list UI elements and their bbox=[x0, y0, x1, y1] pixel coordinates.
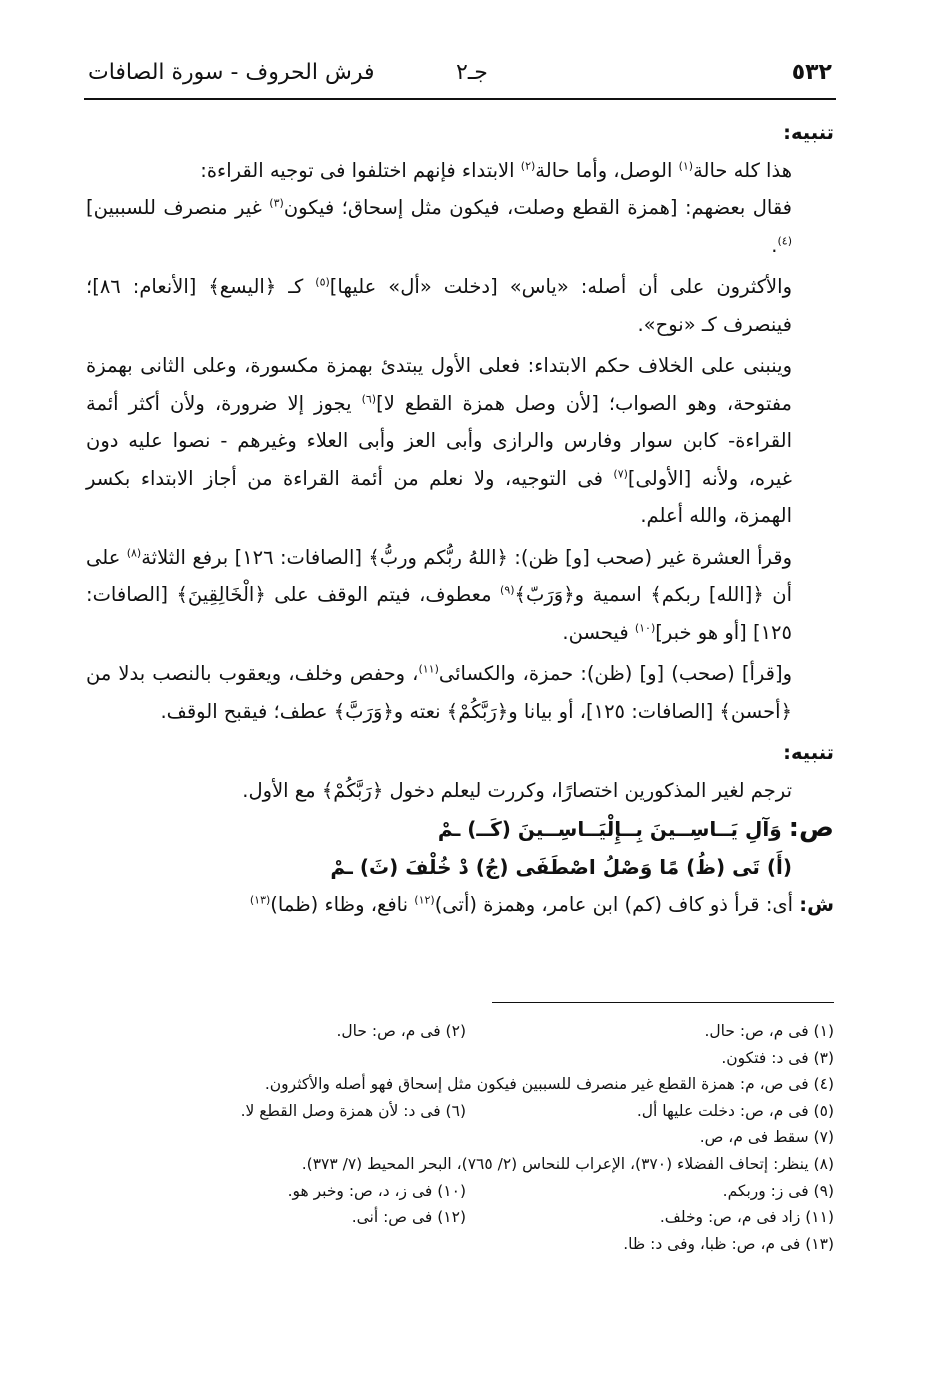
paragraph: و[قرأ] (صحب) [و] (ظن): حمزة، والكسائى$^{(١١)}$، وحفص وخلف، ويعقوب بالنصب بدلا من ﴿أحسن﴾ [الصافات: ١٢٥]، أو بيانا و﴿رَبَّكُمْ﴾ نعته و﴿وَرَبَّ﴾ عطف؛ فيقبح الوقف. bbox=[86, 662, 792, 723]
footnote-row: (١) فى م، ص: حال.(٢) فى م، ص: حال. bbox=[336, 1022, 834, 1040]
paragraph: والأكثرون على أن أصله: «ياس» [دخلت «أل» عليها]$^{(٥)}$ كـ ﴿اليسع﴾ [الأنعام: ٨٦]؛ فينصرف كـ «نوح». bbox=[86, 275, 792, 336]
footnote-row: (٨) ينظر: إتحاف الفضلاء (٣٧٠)، الإعراب للنحاس (٢/ ٧٦٥)، البحر المحيط (٧/ ٣٧٣). bbox=[301, 1154, 834, 1173]
section-label: تنبيه: bbox=[783, 121, 834, 144]
footnote-row: (٤) فى ص، م: همزة القطع غير منصرف للسببين فيكون مثل إسحاق فهو أصله والأكثرون. bbox=[264, 1075, 834, 1094]
chapter-title: فرش الحروف - سورة الصافات bbox=[88, 60, 375, 85]
footnote-row: (١٣) فى م، ص: ظبا، وفى د: ظا. bbox=[623, 1234, 834, 1253]
running-header bbox=[84, 56, 836, 96]
paragraph: وقرأ العشرة غير (صحب [و] ظن): ﴿اللهُ ربُّكم وربُّ﴾ [الصافات: ١٢٦] برفع الثلاثة$^{(٨)}$ على أن ﴿[الله] ربكم﴾ اسمية و﴿وَرَبّ﴾$^{(٩)}$ معطوف، فيتم الوقف على ﴿الْخَالِقِينَ﴾ [الصافات: ١٢٥] [أو هو خبر]$^{(١٠)}$ فيحسن. bbox=[86, 545, 792, 644]
commentary-line: ش: أى: قرأ ذو كاف (كم) ابن عامر، وهمزة (أتى)$^{(١٢)}$ نافع، وظاء (ظما)$^{(١٣)}$ bbox=[249, 893, 834, 916]
page-number: ٥٣٢ bbox=[791, 60, 832, 85]
footnote-row: (٧) سقط فى م، ص. bbox=[699, 1128, 834, 1147]
paragraph: وينبنى على الخلاف حكم الابتداء: فعلى الأول يبتدئ بهمزة مكسورة، وعلى الثانى بهمزة مفتوحة، وهو الصواب؛ [لأن وصل همزة القطع لا]$^{(٦)}$ يجوز إلا ضرورة، ولأن أكثر أئمة القراءة- كابن سوار وفارس والرازى وأبى العز وأبى العلاء وغيرهم - نصوا عليه دون غيره، ولأنه [الأولى]$^{(٧)}$ فى التوجيه، ولا نعلم من أئمة القراءة من أجاز الابتداء بكسر الهمزة، والله أعلم. bbox=[86, 354, 793, 527]
poem-line: (أَ) تَى (ظُ) مًا وَصْلُ اصْطَفَى (جُ) دْ خُلْفَ (ثَ) ـمْ bbox=[330, 855, 792, 879]
footnote-row: (١١) زاد فى م، ص: وخلف.(١٢) فى ص: أنى. bbox=[351, 1208, 834, 1227]
volume-label: جـ٢ bbox=[456, 60, 488, 85]
footnote-row: (٣) فى د: فتكون. bbox=[721, 1048, 834, 1067]
main-text bbox=[86, 114, 834, 924]
paragraph: فقال بعضهم: [همزة القطع وصلت، فيكون مثل إسحاق؛ فيكون$^{(٣)}$ غير منصرف للسببين]$^{(٤)}$. bbox=[86, 196, 792, 257]
footnote-row: (٥) فى م، ص: دخلت عليها أل.(٦) فى د: لأن همزة وصل القطع لا. bbox=[240, 1101, 834, 1120]
poem-line: ص: وَآلِ يَــاسِــينَ بِــإِلْيَــاسِــينَ (كَــ) ـمْ bbox=[437, 813, 834, 843]
paragraph: ترجم لغير المذكورين اختصارًا، وكررت ليعلم دخول ﴿رَبَّكُمْ﴾ مع الأول. bbox=[242, 778, 792, 802]
header-rule bbox=[84, 98, 836, 100]
paragraph: هذا كله حالة$^{(١)}$ الوصل، وأما حالة$^{(٢)}$ الابتداء فإنهم اختلفوا فى توجيه القراءة: bbox=[200, 158, 792, 182]
footnote-row: (٩) فى ز: وربكم.(١٠) فى ز، د، ص: وخبر هو. bbox=[287, 1181, 834, 1200]
footnotes bbox=[120, 1018, 834, 1257]
footnote-rule bbox=[492, 1002, 834, 1003]
section-label: تنبيه: bbox=[783, 741, 834, 764]
